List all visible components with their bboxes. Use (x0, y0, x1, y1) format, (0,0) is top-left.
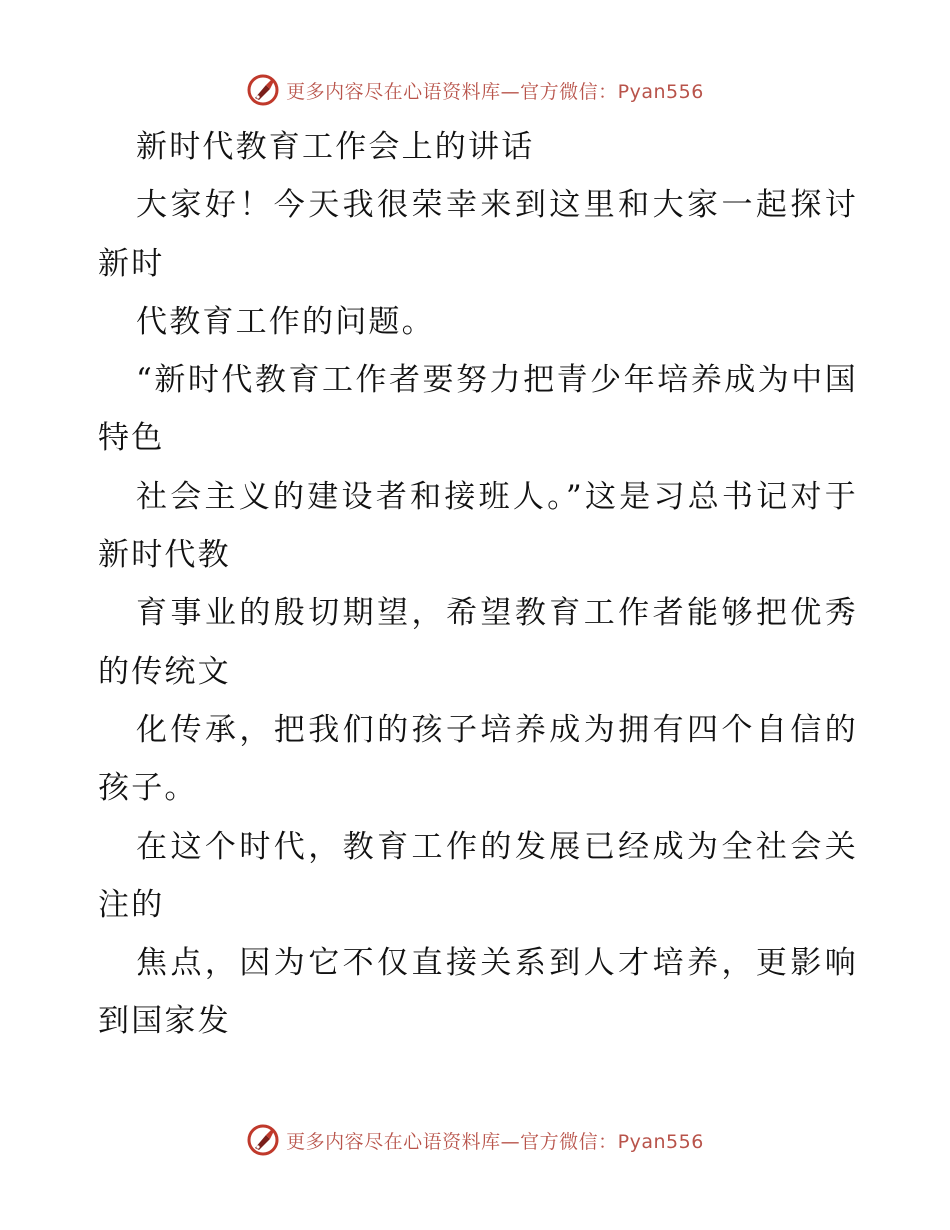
pen-nib-logo-icon (246, 1123, 280, 1157)
paragraph-line: 在这个时代，教育工作的发展已经成为全社会关注的 (98, 828, 858, 923)
pen-nib-logo-icon (246, 73, 280, 107)
paragraph-line: 化传承，把我们的孩子培养成为拥有四个自信的孩子。 (98, 711, 858, 807)
paragraph-line: 焦点，因为它不仅直接关系到人才培养，更影响到国家发 (98, 945, 858, 1040)
paragraph-line: 社会主义的建设者和接班人。”这是习总书记对于新时代教 (98, 478, 858, 574)
footer-banner (0, 1120, 950, 1160)
footer-banner-text: 更多内容尽在心语资料库—官方微信：Pyan556 (286, 1130, 704, 1153)
document-body (98, 118, 858, 1051)
paragraph-line: 大家好！今天我很荣幸来到这里和大家一起探讨新时 (98, 187, 858, 282)
document-title: 新时代教育工作会上的讲话 (136, 129, 535, 165)
paragraph-line: “新时代教育工作者要努力把青少年培养成为中国特色 (98, 362, 858, 457)
paragraph-line: 育事业的殷切期望，希望教育工作者能够把优秀的传统文 (98, 595, 858, 690)
header-banner (0, 70, 950, 110)
header-banner-text: 更多内容尽在心语资料库—官方微信：Pyan556 (286, 80, 704, 103)
paragraph-line: 代教育工作的问题。 (136, 303, 435, 340)
